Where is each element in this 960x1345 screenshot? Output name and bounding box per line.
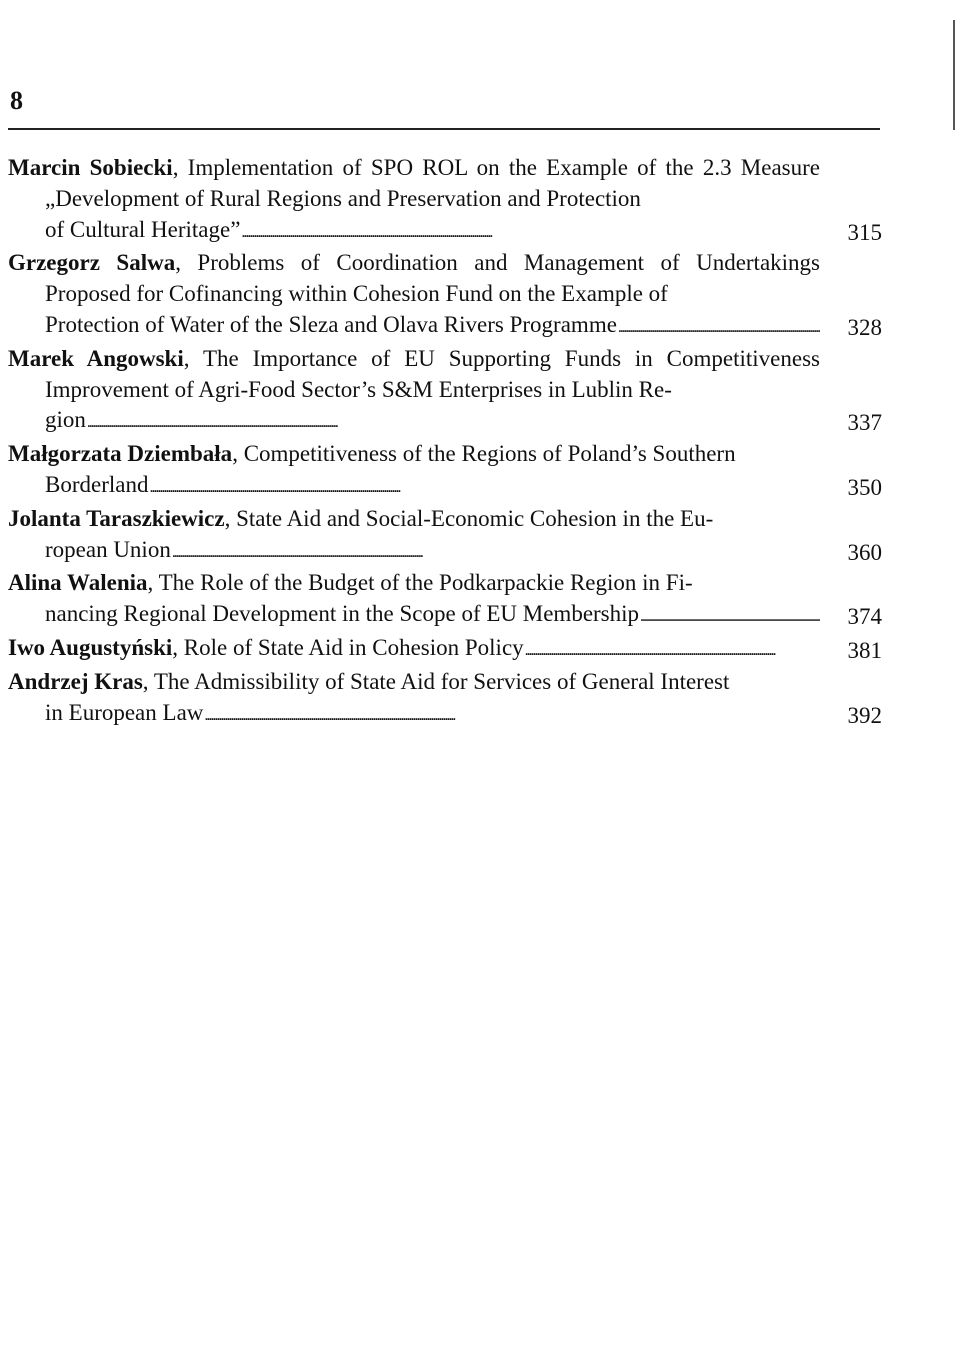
dot-leader bbox=[171, 537, 421, 562]
toc-entry[interactable]: Andrzej Kras, The Admissibility of State Aid for Services of General Interest in European Law . . . 392 bbox=[8, 667, 882, 732]
toc-title: Problems of Coordination and Management of Undertakings Proposed for Cofinancing within Cohesion Fund on the Example of bbox=[45, 250, 821, 307]
toc-title-last-line bbox=[45, 535, 820, 569]
dot-leader bbox=[617, 312, 820, 337]
toc-entry[interactable]: Alina Walenia, The Role of the Budget of the Podkarpackie Region in Fi- nancing Regional Development in the Scope of EU Membership . . . 374 bbox=[8, 568, 882, 633]
toc-title-end: gion bbox=[45, 407, 86, 433]
toc-title: The Importance of EU Supporting Funds in Competitiveness Improvement of Agri-Food Sector’s S&M Enterprises in Lublin Re- bbox=[45, 345, 820, 402]
toc-author: Andrzej Kras bbox=[8, 668, 143, 694]
dot-leader bbox=[86, 407, 336, 432]
toc-title: The Admissibility of State Aid for Services of General Interest bbox=[153, 668, 730, 694]
toc-title-end: Role of State Aid in Cohesion Policy bbox=[183, 634, 524, 660]
toc-title-last-line bbox=[45, 698, 820, 732]
toc-title-last-line bbox=[45, 405, 820, 439]
toc-title-last-line bbox=[45, 599, 820, 633]
dot-leader bbox=[524, 635, 774, 660]
toc-title: The Role of the Budget of the Podkarpackie Region in Fi- bbox=[158, 570, 693, 596]
toc-entry[interactable]: Jolanta Taraszkiewicz, State Aid and Social-Economic Cohesion in the Eu- ropean Union . . . 360 bbox=[8, 504, 882, 569]
dot-leader bbox=[240, 217, 490, 242]
dot-leader bbox=[203, 700, 453, 725]
toc-entry[interactable]: Małgorzata Dziembała, Competitiveness of the Regions of Poland’s Southern Borderland . . . 350 bbox=[8, 439, 882, 504]
toc-title-last-line bbox=[45, 470, 820, 504]
toc-title-end: Protection of Water of the Sleza and Olava Rivers Programme bbox=[45, 311, 617, 337]
toc-title: Implementation of SPO ROL on the Example of the 2.3 Measure „Development of Rural Regions and Preservation and Protection bbox=[45, 155, 820, 211]
toc-title-last-line bbox=[45, 215, 820, 249]
toc-title-end: nancing Regional Development in the Scope of EU Membership bbox=[45, 601, 640, 627]
dot-leader bbox=[148, 472, 398, 497]
toc-page-number: 392 bbox=[847, 702, 882, 728]
toc-page-number: 328 bbox=[847, 314, 882, 340]
page-number: 8 bbox=[10, 86, 23, 115]
toc-author: Grzegorz Salwa bbox=[8, 250, 176, 276]
toc-author: Alina Walenia bbox=[8, 570, 148, 596]
toc-page-number: 360 bbox=[847, 539, 882, 565]
toc-entry[interactable]: Marcin Sobiecki, Implementation of SPO ROL on the Example of the 2.3 Measure „Development of Rural Regions and Preservation and Protection of Cultural Heritage” . . . 315 bbox=[8, 153, 882, 248]
toc-entry[interactable]: Grzegorz Salwa, Problems of Coordination and Management of Undertakings Proposed for Cofinancing within Cohesion Fund on the Example of Protection of Water of the Sleza and Olava Rivers Programme . . . 328 bbox=[8, 248, 882, 343]
toc-title-last-line bbox=[184, 635, 774, 660]
dot-leader bbox=[639, 601, 820, 626]
toc-page-number: 315 bbox=[847, 219, 882, 245]
toc-title-last-line bbox=[45, 310, 820, 344]
toc-author: Małgorzata Dziembała bbox=[8, 441, 233, 467]
toc-author: Marek Angowski bbox=[8, 345, 184, 371]
toc-title-end: Borderland bbox=[45, 471, 149, 497]
header-rule bbox=[8, 128, 880, 130]
toc-page-number: 374 bbox=[847, 604, 882, 630]
toc-title-end: of Cultural Heritage” bbox=[45, 216, 241, 242]
toc-entry[interactable]: Iwo Augustyński, Role of State Aid in Cohesion Policy . . . 381 bbox=[8, 633, 882, 667]
table-of-contents bbox=[8, 153, 882, 731]
toc-entry[interactable]: Marek Angowski, The Importance of EU Supporting Funds in Competitiveness Improvement of Agri-Food Sector’s S&M Enterprises in Lublin Re- gion . . . 337 bbox=[8, 344, 882, 439]
toc-title: Competitiveness of the Regions of Poland’s Southern bbox=[243, 441, 736, 467]
toc-page-number: 337 bbox=[847, 410, 882, 436]
toc-author: Jolanta Taraszkiewicz bbox=[8, 505, 225, 531]
toc-title-end: in European Law bbox=[45, 699, 204, 725]
toc-page-number: 381 bbox=[847, 637, 882, 663]
toc-author: Iwo Augustyński bbox=[8, 634, 173, 660]
toc-page-number: 350 bbox=[847, 474, 882, 500]
toc-title-end: ropean Union bbox=[45, 536, 171, 562]
toc-author: Marcin Sobiecki bbox=[8, 155, 173, 180]
toc-title: State Aid and Social-Economic Cohesion in the Eu- bbox=[236, 505, 714, 531]
margin-mark bbox=[953, 20, 955, 130]
